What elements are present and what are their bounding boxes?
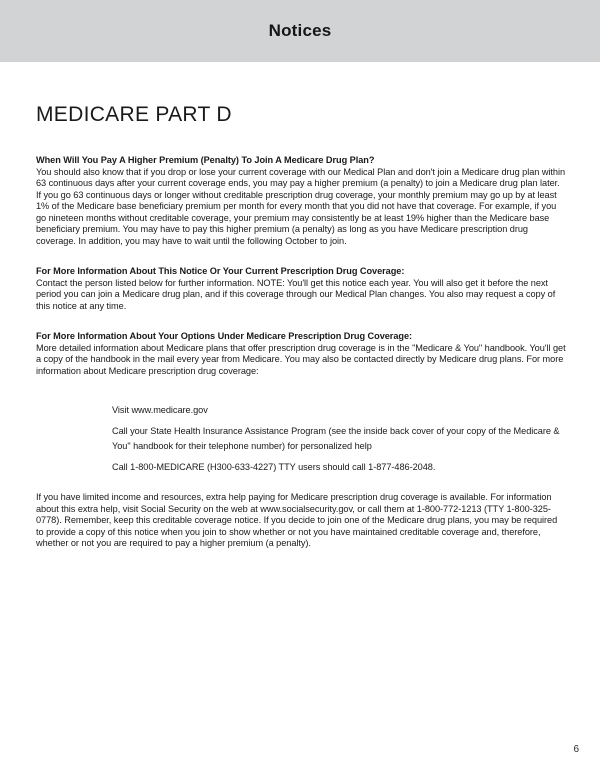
section-body: You should also know that if you drop or lose your current coverage with our Medical Plan and don't join a Medicare drug plan within 63 continuous days after your current coverage ends, you may pay a higher premium (a penalty) to join a Medicare drug plan later. If you go 63 continuous days or longer without creditable prescription drug coverage, your monthly premium may go up by at least 1% of the Medicare base beneficiary premium per month for every month that you did not have that coverage. For example, if you go nineteen months without creditable coverage, your premium may consistently be at least 19% higher than the Medicare base beneficiary premium. You may have to pay this higher premium (a penalty) as long as you have Medicare prescription drug coverage. In addition, you may have to wait until the following October to join. bbox=[36, 166, 566, 246]
document-title: MEDICARE PART D bbox=[36, 103, 232, 126]
page-header-bar bbox=[0, 0, 600, 62]
notice-section-current-coverage-info bbox=[36, 266, 566, 312]
contact-option-state-program: Call your State Health Insurance Assistance Program (see the inside back cover of your copy of the Medicare & You" handbook for their telephone number) for personalized help bbox=[112, 426, 560, 451]
contact-options-list bbox=[112, 403, 560, 475]
section-body: More detailed information about Medicare plans that offer prescription drug coverage is in the "Medicare & You" handbook. You'll get a copy of the handbook in the mail every year from Medicare. You may also be contacted directly by Medicare drug plans. For more information about Medicare prescription drug coverage: bbox=[36, 342, 566, 376]
page-number: 6 bbox=[573, 744, 579, 755]
notice-section-options-info bbox=[36, 331, 566, 377]
closing-paragraph: If you have limited income and resources, extra help paying for Medicare prescription drug coverage is available. For information about this extra help, visit Social Security on the web at www.socialsecurity.gov, or call them at 1-800-772-1213 (TTY 1-800-325-0778). Remember, keep this creditable coverage notice. If you decide to join one of the Medicare drug plans, you may be required to provide a copy of this notice when you join to show whether or not you have maintained creditable coverage and, therefore, whether or not you are required to pay a higher premium (a penalty). bbox=[36, 492, 558, 548]
page-header-title: Notices bbox=[268, 21, 332, 40]
section-body: Contact the person listed below for further information. NOTE: You'll get this notice each year. You will also get it before the next period you can join a Medicare drug plan, and if this coverage through our Medical Plan changes. You also may request a copy of this notice at any time. bbox=[36, 277, 556, 311]
section-heading: For More Information About Your Options Under Medicare Prescription Drug Coverage: bbox=[36, 331, 413, 341]
contact-option-visit-website: Visit www.medicare.gov bbox=[112, 405, 208, 415]
document-body bbox=[36, 104, 566, 550]
section-heading: When Will You Pay A Higher Premium (Penalty) To Join A Medicare Drug Plan? bbox=[36, 155, 375, 165]
contact-option-phone: Call 1-800-MEDICARE (H300-633-4227) TTY users should call 1-877-486-2048. bbox=[112, 462, 436, 472]
notice-section-penalty bbox=[36, 155, 566, 247]
section-heading: For More Information About This Notice Or Your Current Prescription Drug Coverage: bbox=[36, 266, 405, 276]
